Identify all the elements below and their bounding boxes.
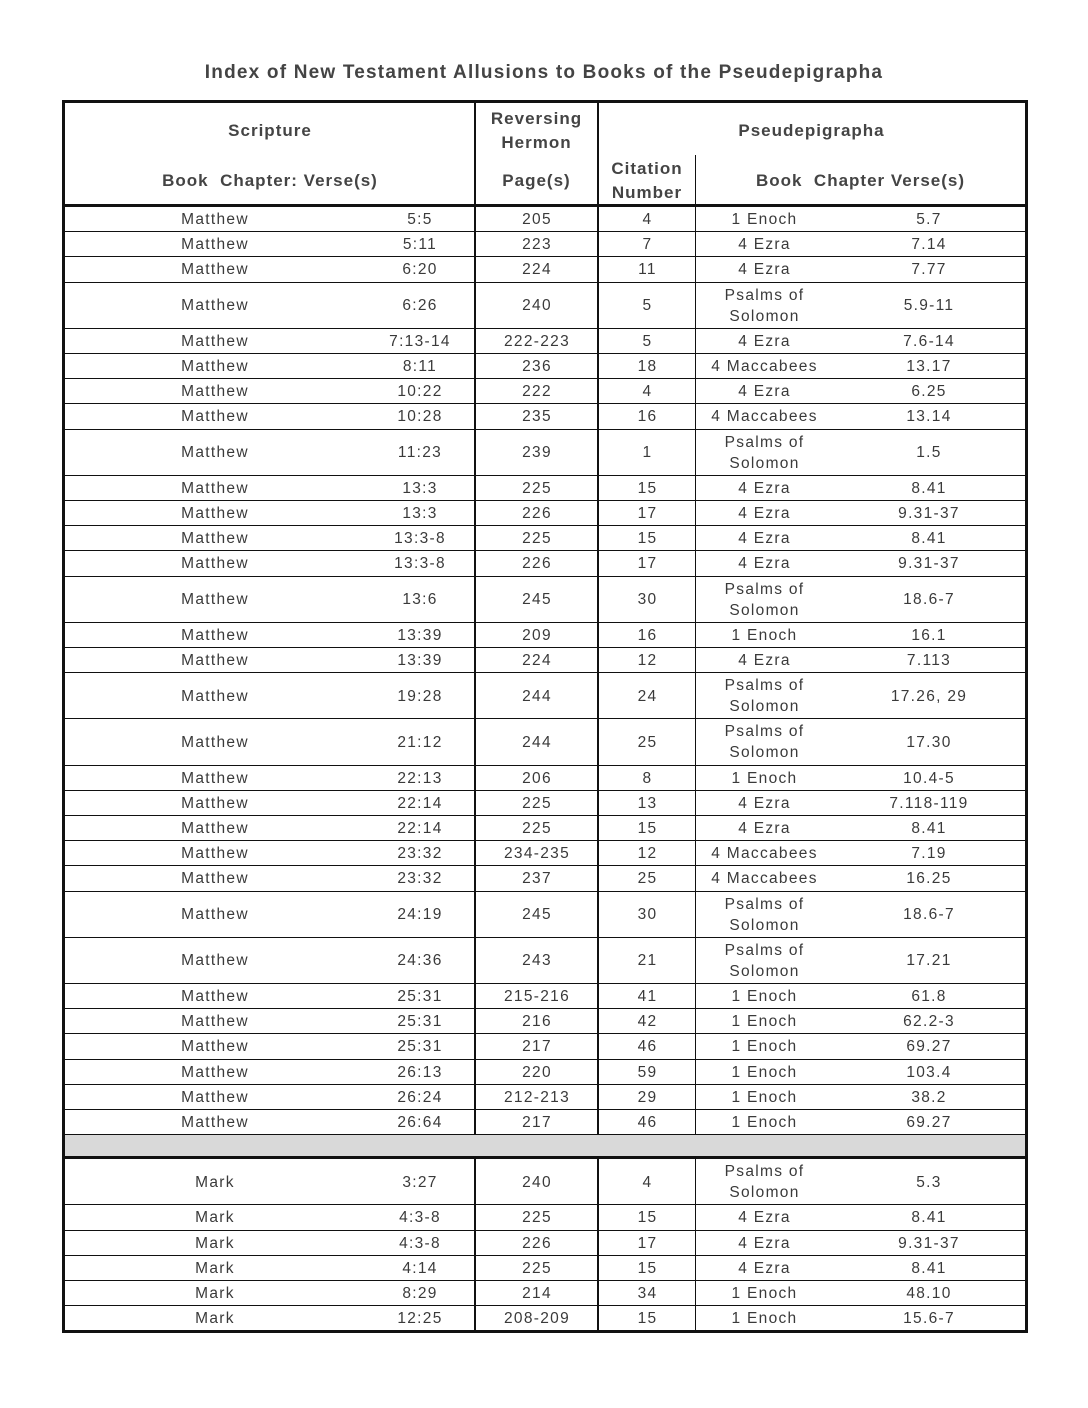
cell-pseud-verse: 7.6-14 bbox=[903, 332, 955, 350]
table-row bbox=[65, 232, 1025, 257]
cell-pages: 222-223 bbox=[504, 332, 570, 350]
cell-chapter-verse: 23:32 bbox=[397, 870, 443, 888]
cell-pseud-book: 4 Ezra bbox=[738, 479, 791, 497]
cell-pseud-verse: 8.41 bbox=[911, 479, 947, 497]
cell-pages: 214 bbox=[522, 1285, 552, 1303]
header-scripture: Scripture bbox=[228, 121, 312, 140]
cell-book: Mark bbox=[195, 1173, 235, 1191]
cell-pseud-book: Psalms of Solomon bbox=[724, 286, 805, 325]
cell-book: Matthew bbox=[181, 211, 249, 229]
cell-pseud-verse: 17.21 bbox=[906, 952, 952, 970]
cell-pseud-book: Psalms of Solomon bbox=[724, 433, 805, 472]
cell-book: Matthew bbox=[181, 794, 249, 812]
cell-citation: 46 bbox=[637, 1038, 658, 1056]
cell-chapter-verse: 21:12 bbox=[397, 733, 443, 751]
table-row bbox=[65, 1256, 1025, 1281]
header-divider-scripture bbox=[474, 103, 476, 206]
cell-book: Matthew bbox=[181, 626, 249, 644]
cell-citation: 25 bbox=[637, 870, 658, 888]
cell-chapter-verse: 13:6 bbox=[402, 591, 438, 609]
cell-book: Matthew bbox=[181, 332, 249, 350]
cell-pseud-verse: 48.10 bbox=[906, 1285, 952, 1303]
cell-citation: 18 bbox=[637, 358, 658, 376]
cell-chapter-verse: 22:14 bbox=[397, 820, 443, 838]
cell-pages: 217 bbox=[522, 1114, 552, 1132]
cell-book: Matthew bbox=[181, 1063, 249, 1081]
header-divider-pages bbox=[597, 103, 599, 206]
cell-pages: 212-213 bbox=[504, 1088, 570, 1106]
cell-pseud-book: 1 Enoch bbox=[731, 1285, 798, 1303]
cell-book: Matthew bbox=[181, 261, 249, 279]
cell-book: Matthew bbox=[181, 988, 249, 1006]
cell-chapter-verse: 13:3 bbox=[402, 479, 438, 497]
table-row bbox=[65, 1306, 1025, 1331]
cell-chapter-verse: 25:31 bbox=[397, 1038, 443, 1056]
cell-pages: 209 bbox=[522, 626, 552, 644]
table-row bbox=[65, 1110, 1025, 1135]
cell-pseud-verse: 103.4 bbox=[906, 1063, 952, 1081]
table-row bbox=[65, 329, 1025, 354]
cell-pages: 224 bbox=[522, 652, 552, 670]
cell-pseud-book: 4 Ezra bbox=[738, 505, 791, 523]
cell-pages: 205 bbox=[522, 211, 552, 229]
cell-pseud-verse: 38.2 bbox=[911, 1088, 947, 1106]
cell-chapter-verse: 13:3 bbox=[402, 505, 438, 523]
table-row bbox=[65, 1009, 1025, 1034]
table-row bbox=[65, 354, 1025, 379]
cell-book: Matthew bbox=[181, 952, 249, 970]
cell-pages: 225 bbox=[522, 794, 552, 812]
cell-pseud-book: 4 Ezra bbox=[738, 332, 791, 350]
cell-citation: 4 bbox=[642, 1173, 653, 1191]
header-reversing-line1: Reversing bbox=[490, 109, 583, 128]
table-row bbox=[65, 476, 1025, 501]
cell-citation: 12 bbox=[637, 652, 658, 670]
cell-pseud-verse: 8.41 bbox=[911, 1259, 947, 1277]
table-row bbox=[65, 257, 1025, 282]
cell-book: Matthew bbox=[181, 236, 249, 254]
cell-book: Mark bbox=[195, 1285, 235, 1303]
column-divider bbox=[597, 1159, 599, 1331]
cell-pseud-verse: 6.25 bbox=[911, 383, 947, 401]
cell-chapter-verse: 10:28 bbox=[397, 408, 443, 426]
cell-pages: 236 bbox=[522, 358, 552, 376]
column-divider bbox=[695, 207, 696, 1135]
table-row bbox=[65, 791, 1025, 816]
table-row bbox=[65, 766, 1025, 791]
cell-pseud-book: 4 Ezra bbox=[738, 652, 791, 670]
section-separator bbox=[65, 1135, 1025, 1156]
cell-pseud-book: Psalms of Solomon bbox=[724, 677, 805, 716]
cell-pseud-verse: 18.6-7 bbox=[903, 906, 955, 924]
cell-pages: 224 bbox=[522, 261, 552, 279]
cell-pages: 226 bbox=[522, 555, 552, 573]
table-row bbox=[65, 816, 1025, 841]
cell-pages: 225 bbox=[522, 530, 552, 548]
cell-chapter-verse: 19:28 bbox=[397, 687, 443, 705]
header-pages: Page(s) bbox=[502, 171, 571, 190]
cell-book: Matthew bbox=[181, 1088, 249, 1106]
header-reversing-line2: Hermon bbox=[501, 133, 572, 152]
cell-book: Matthew bbox=[181, 906, 249, 924]
header-citation-line1: Citation bbox=[611, 159, 683, 178]
cell-pages: 216 bbox=[522, 1013, 552, 1031]
cell-pseud-verse: 61.8 bbox=[911, 988, 947, 1006]
cell-pseud-book: 4 Ezra bbox=[738, 383, 791, 401]
table-row bbox=[65, 1205, 1025, 1230]
cell-citation: 29 bbox=[637, 1088, 658, 1106]
cell-book: Matthew bbox=[181, 555, 249, 573]
cell-pages: 217 bbox=[522, 1038, 552, 1056]
page-title: Index of New Testament Allusions to Books of the Pseudepigrapha bbox=[204, 62, 884, 83]
cell-chapter-verse: 4:3-8 bbox=[399, 1209, 441, 1227]
cell-chapter-verse: 6:20 bbox=[402, 261, 438, 279]
cell-pages: 226 bbox=[522, 505, 552, 523]
cell-pseud-verse: 8.41 bbox=[911, 530, 947, 548]
cell-book: Matthew bbox=[181, 769, 249, 787]
cell-pseud-book: 1 Enoch bbox=[731, 1013, 798, 1031]
cell-citation: 21 bbox=[637, 952, 658, 970]
cell-citation: 17 bbox=[637, 1234, 658, 1252]
cell-citation: 30 bbox=[637, 906, 658, 924]
cell-pseud-book: 4 Maccabees bbox=[711, 358, 818, 376]
cell-pseud-book: 1 Enoch bbox=[731, 1038, 798, 1056]
cell-pseud-book: Psalms of Solomon bbox=[724, 1163, 805, 1202]
index-table bbox=[62, 100, 1028, 1333]
cell-book: Matthew bbox=[181, 687, 249, 705]
cell-pages: 226 bbox=[522, 1234, 552, 1252]
cell-pseud-book: 4 Ezra bbox=[738, 794, 791, 812]
cell-pseud-book: 1 Enoch bbox=[731, 1310, 798, 1328]
cell-pseud-book: Psalms of Solomon bbox=[724, 895, 805, 934]
cell-book: Matthew bbox=[181, 479, 249, 497]
cell-pseud-book: Psalms of Solomon bbox=[724, 580, 805, 619]
cell-pseud-book: 4 Ezra bbox=[738, 555, 791, 573]
table-row bbox=[65, 430, 1025, 476]
cell-citation: 24 bbox=[637, 687, 658, 705]
header-citation-line2: Number bbox=[611, 183, 683, 202]
cell-citation: 34 bbox=[637, 1285, 658, 1303]
cell-chapter-verse: 13:3-8 bbox=[394, 555, 446, 573]
cell-pages: 206 bbox=[522, 769, 552, 787]
cell-pages: 245 bbox=[522, 591, 552, 609]
cell-citation: 15 bbox=[637, 1310, 658, 1328]
cell-chapter-verse: 13:39 bbox=[397, 626, 443, 644]
cell-chapter-verse: 12:25 bbox=[397, 1310, 443, 1328]
cell-book: Matthew bbox=[181, 383, 249, 401]
cell-pages: 245 bbox=[522, 906, 552, 924]
cell-pseud-verse: 62.2-3 bbox=[903, 1013, 955, 1031]
cell-chapter-verse: 26:24 bbox=[397, 1088, 443, 1106]
cell-pseud-verse: 7.77 bbox=[911, 261, 947, 279]
cell-pseud-verse: 17.26, 29 bbox=[890, 687, 968, 705]
cell-pseud-verse: 9.31-37 bbox=[898, 1234, 960, 1252]
cell-pseud-book: 4 Ezra bbox=[738, 1234, 791, 1252]
cell-pseud-verse: 9.31-37 bbox=[898, 555, 960, 573]
cell-citation: 15 bbox=[637, 530, 658, 548]
cell-chapter-verse: 10:22 bbox=[397, 383, 443, 401]
cell-chapter-verse: 3:27 bbox=[402, 1173, 438, 1191]
header-reversing-hermon bbox=[475, 107, 598, 155]
table-row bbox=[65, 892, 1025, 938]
table-row bbox=[65, 648, 1025, 673]
cell-pages: 243 bbox=[522, 952, 552, 970]
table-row bbox=[65, 1159, 1025, 1205]
cell-book: Matthew bbox=[181, 358, 249, 376]
cell-book: Matthew bbox=[181, 652, 249, 670]
header-divider-citation bbox=[695, 155, 696, 206]
cell-pseud-verse: 5.9-11 bbox=[903, 297, 955, 315]
table-row bbox=[65, 283, 1025, 329]
cell-citation: 13 bbox=[637, 794, 658, 812]
cell-citation: 25 bbox=[637, 733, 658, 751]
cell-book: Mark bbox=[195, 1209, 235, 1227]
cell-pages: 234-235 bbox=[504, 845, 570, 863]
cell-citation: 4 bbox=[642, 383, 653, 401]
cell-pages: 208-209 bbox=[504, 1310, 570, 1328]
cell-pseud-book: 1 Enoch bbox=[731, 769, 798, 787]
cell-book: Matthew bbox=[181, 1114, 249, 1132]
cell-pseud-book: 4 Ezra bbox=[738, 236, 791, 254]
cell-pseud-verse: 10.4-5 bbox=[903, 769, 955, 787]
cell-book: Matthew bbox=[181, 444, 249, 462]
table-row bbox=[65, 719, 1025, 765]
cell-pages: 215-216 bbox=[504, 988, 570, 1006]
cell-chapter-verse: 11:23 bbox=[397, 444, 443, 462]
cell-pages: 235 bbox=[522, 408, 552, 426]
cell-pseud-book: 4 Ezra bbox=[738, 1259, 791, 1277]
table-row bbox=[65, 404, 1025, 429]
row-divider bbox=[65, 1330, 1025, 1331]
cell-citation: 15 bbox=[637, 479, 658, 497]
cell-citation: 4 bbox=[642, 211, 653, 229]
cell-pseud-verse: 18.6-7 bbox=[903, 591, 955, 609]
cell-book: Matthew bbox=[181, 1038, 249, 1056]
table-row bbox=[65, 623, 1025, 648]
cell-pages: 220 bbox=[522, 1063, 552, 1081]
cell-citation: 5 bbox=[642, 332, 653, 350]
cell-chapter-verse: 8:29 bbox=[402, 1285, 438, 1303]
cell-pseud-verse: 7.118-119 bbox=[889, 794, 969, 812]
header-pseudepigrapha: Pseudepigrapha bbox=[738, 121, 885, 140]
cell-chapter-verse: 23:32 bbox=[397, 845, 443, 863]
cell-pseud-book: 4 Maccabees bbox=[711, 845, 818, 863]
cell-chapter-verse: 22:14 bbox=[397, 794, 443, 812]
cell-pseud-book: 1 Enoch bbox=[731, 1063, 798, 1081]
cell-pseud-verse: 15.6-7 bbox=[903, 1310, 955, 1328]
cell-pages: 240 bbox=[522, 1173, 552, 1191]
table-row bbox=[65, 866, 1025, 891]
cell-book: Matthew bbox=[181, 870, 249, 888]
cell-book: Matthew bbox=[181, 820, 249, 838]
cell-pages: 244 bbox=[522, 733, 552, 751]
table-row bbox=[65, 551, 1025, 576]
table-row bbox=[65, 1085, 1025, 1110]
cell-citation: 15 bbox=[637, 1259, 658, 1277]
cell-citation: 5 bbox=[642, 297, 653, 315]
cell-pseud-book: 1 Enoch bbox=[731, 626, 798, 644]
cell-pseud-verse: 69.27 bbox=[906, 1114, 952, 1132]
cell-pseud-verse: 69.27 bbox=[906, 1038, 952, 1056]
cell-book: Matthew bbox=[181, 733, 249, 751]
cell-pseud-verse: 16.25 bbox=[906, 870, 952, 888]
table-row bbox=[65, 207, 1025, 232]
cell-citation: 11 bbox=[638, 261, 657, 279]
column-divider bbox=[695, 1159, 696, 1331]
cell-pseud-verse: 13.17 bbox=[906, 358, 952, 376]
table-row bbox=[65, 984, 1025, 1009]
cell-chapter-verse: 13:39 bbox=[397, 652, 443, 670]
cell-pseud-verse: 13.14 bbox=[906, 408, 952, 426]
cell-pages: 225 bbox=[522, 1259, 552, 1277]
table-row bbox=[65, 938, 1025, 984]
cell-pseud-book: 1 Enoch bbox=[731, 1088, 798, 1106]
cell-chapter-verse: 5:11 bbox=[402, 236, 438, 254]
cell-citation: 15 bbox=[637, 1209, 658, 1227]
table-row bbox=[65, 1231, 1025, 1256]
cell-book: Matthew bbox=[181, 1013, 249, 1031]
cell-pages: 223 bbox=[522, 236, 552, 254]
cell-pseud-book: 4 Maccabees bbox=[711, 870, 818, 888]
header-book-chapter-verse: Book Chapter: Verse(s) bbox=[162, 171, 378, 190]
cell-citation: 46 bbox=[637, 1114, 658, 1132]
cell-chapter-verse: 13:3-8 bbox=[394, 530, 446, 548]
cell-pages: 222 bbox=[522, 383, 552, 401]
cell-pseud-verse: 8.41 bbox=[911, 820, 947, 838]
table-row bbox=[65, 526, 1025, 551]
table-row bbox=[65, 577, 1025, 623]
cell-citation: 17 bbox=[637, 505, 658, 523]
table-row bbox=[65, 1060, 1025, 1085]
column-divider bbox=[597, 207, 599, 1135]
cell-pages: 239 bbox=[522, 444, 552, 462]
cell-pages: 244 bbox=[522, 687, 552, 705]
cell-pseud-book: 4 Ezra bbox=[738, 820, 791, 838]
cell-citation: 12 bbox=[637, 845, 658, 863]
cell-pseud-verse: 5.3 bbox=[916, 1173, 942, 1191]
cell-chapter-verse: 4:3-8 bbox=[399, 1234, 441, 1252]
table-row bbox=[65, 501, 1025, 526]
table-row bbox=[65, 673, 1025, 719]
cell-pseud-verse: 7.14 bbox=[911, 236, 947, 254]
cell-chapter-verse: 8:11 bbox=[402, 358, 438, 376]
cell-book: Mark bbox=[195, 1259, 235, 1277]
cell-citation: 7 bbox=[642, 236, 653, 254]
cell-chapter-verse: 6:26 bbox=[402, 297, 438, 315]
cell-pages: 225 bbox=[522, 479, 552, 497]
cell-pseud-book: 1 Enoch bbox=[731, 988, 798, 1006]
cell-pseud-verse: 16.1 bbox=[911, 626, 947, 644]
cell-pages: 225 bbox=[522, 820, 552, 838]
cell-chapter-verse: 4:14 bbox=[402, 1259, 438, 1277]
cell-pseud-book: 4 Ezra bbox=[738, 530, 791, 548]
cell-citation: 16 bbox=[637, 626, 658, 644]
cell-book: Matthew bbox=[181, 591, 249, 609]
table-row bbox=[65, 379, 1025, 404]
cell-pseud-book: Psalms of Solomon bbox=[724, 723, 805, 762]
cell-pages: 225 bbox=[522, 1209, 552, 1227]
cell-pseud-verse: 9.31-37 bbox=[898, 505, 960, 523]
cell-chapter-verse: 25:31 bbox=[397, 988, 443, 1006]
cell-pseud-book: 4 Ezra bbox=[738, 1209, 791, 1227]
cell-citation: 1 bbox=[642, 444, 653, 462]
cell-pseud-book: 4 Maccabees bbox=[711, 408, 818, 426]
cell-pseud-verse: 7.113 bbox=[906, 652, 952, 670]
cell-chapter-verse: 24:36 bbox=[397, 952, 443, 970]
cell-pages: 237 bbox=[522, 870, 552, 888]
cell-book: Mark bbox=[195, 1310, 235, 1328]
table-row bbox=[65, 841, 1025, 866]
column-divider bbox=[474, 207, 476, 1135]
cell-citation: 16 bbox=[637, 408, 658, 426]
cell-citation: 41 bbox=[637, 988, 658, 1006]
header-citation-number bbox=[598, 157, 696, 205]
cell-chapter-verse: 24:19 bbox=[397, 906, 443, 924]
cell-citation: 17 bbox=[637, 555, 658, 573]
cell-chapter-verse: 7:13-14 bbox=[389, 332, 451, 350]
cell-book: Matthew bbox=[181, 297, 249, 315]
table-row bbox=[65, 1281, 1025, 1306]
cell-book: Matthew bbox=[181, 505, 249, 523]
cell-chapter-verse: 22:13 bbox=[397, 769, 443, 787]
cell-pseud-book: 1 Enoch bbox=[731, 1114, 798, 1132]
cell-chapter-verse: 5:5 bbox=[407, 211, 433, 229]
cell-pseud-book: 1 Enoch bbox=[731, 211, 798, 229]
cell-pseud-verse: 17.30 bbox=[906, 733, 952, 751]
cell-pseud-verse: 1.5 bbox=[916, 444, 942, 462]
cell-book: Mark bbox=[195, 1234, 235, 1252]
column-divider bbox=[474, 1159, 476, 1331]
cell-book: Matthew bbox=[181, 530, 249, 548]
cell-pages: 240 bbox=[522, 297, 552, 315]
cell-book: Matthew bbox=[181, 845, 249, 863]
cell-book: Matthew bbox=[181, 408, 249, 426]
cell-pseud-verse: 8.41 bbox=[911, 1209, 947, 1227]
cell-pseud-verse: 5.7 bbox=[916, 211, 942, 229]
cell-chapter-verse: 26:13 bbox=[397, 1063, 443, 1081]
table-row bbox=[65, 1034, 1025, 1059]
cell-citation: 8 bbox=[642, 769, 653, 787]
cell-citation: 59 bbox=[637, 1063, 658, 1081]
cell-citation: 15 bbox=[637, 820, 658, 838]
cell-citation: 30 bbox=[637, 591, 658, 609]
header-pseud-book-chapter-verse: Book Chapter Verse(s) bbox=[755, 171, 966, 190]
cell-chapter-verse: 26:64 bbox=[397, 1114, 443, 1132]
cell-citation: 42 bbox=[637, 1013, 658, 1031]
cell-pseud-verse: 7.19 bbox=[911, 845, 947, 863]
cell-pseud-book: 4 Ezra bbox=[738, 261, 791, 279]
cell-chapter-verse: 25:31 bbox=[397, 1013, 443, 1031]
cell-pseud-book: Psalms of Solomon bbox=[724, 941, 805, 980]
